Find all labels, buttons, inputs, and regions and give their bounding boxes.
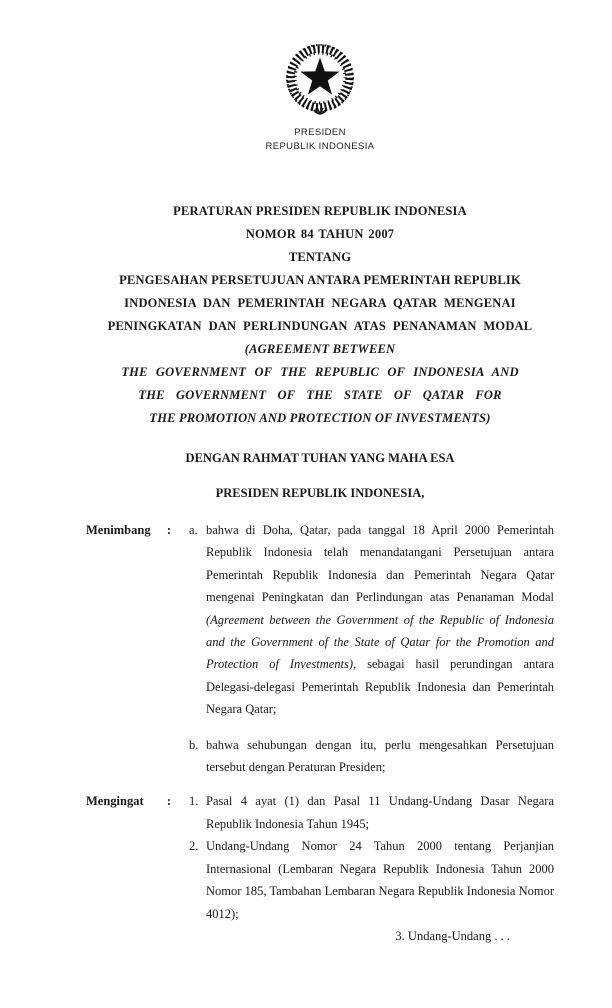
org-name-line1: PRESIDEN — [294, 127, 346, 138]
invocation-line2: PRESIDEN REPUBLIK INDONESIA, — [215, 486, 425, 500]
invocation — [86, 447, 554, 505]
title-line-english: THE GOVERNMENT OF THE REPUBLIC OF INDONESIA AND — [121, 365, 519, 379]
title-line: INDONESIA DAN PEMERINTAH NEGARA QATAR MENGENAI — [124, 296, 516, 310]
menimbang-label — [86, 519, 189, 541]
mengingat-item-1 — [86, 790, 554, 835]
paragraph-text — [206, 519, 554, 721]
label-colon: : — [166, 523, 171, 537]
title-line-english: (AGREEMENT BETWEEN — [244, 342, 396, 356]
paragraph-text: Pasal 4 ayat (1) dan Pasal 11 Undang-Undang Dasar Negara Republik Indonesia Tahun 1945; — [206, 794, 554, 831]
title-line-tentang: TENTANG — [288, 250, 352, 264]
mengingat-section — [86, 790, 554, 924]
star-wreath-emblem-icon — [280, 38, 360, 118]
mengingat-label — [86, 790, 189, 812]
menimbang-item-a — [86, 519, 554, 721]
letterhead — [86, 0, 554, 154]
paragraph-segment: , sebagai hasil perundingan antara Delegasi-delegasi Pemerintah Republik Indonesia dan Pemerintah Negara Qatar; — [206, 657, 554, 717]
menimbang-item-b — [86, 734, 554, 779]
list-marker: 2. — [189, 839, 199, 854]
paragraph-segment-italic: (Agreement between the Government of the Republic of Indonesia and the Government of the State of Qatar for the Promotion and Protection of Investments) — [206, 612, 554, 672]
catchword: 3. Undang-Undang . . . — [395, 928, 510, 943]
title-line-english: THE PROMOTION AND PROTECTION OF INVESTMENTS) — [149, 411, 491, 425]
label-colon: : — [166, 794, 171, 809]
paragraph-text: Undang-Undang Nomor 24 Tahun 2000 tentang Perjanjian Internasional (Lembaran Negara Republik Indonesia Tahun 2000 Nomor 185, Tambahan Lembaran Negara Republik Indonesia Nomor 4012); — [206, 839, 554, 921]
org-name-line2: REPUBLIK INDONESIA — [265, 141, 375, 152]
regulation-title — [86, 200, 554, 430]
list-marker: b. — [189, 737, 199, 752]
title-line: PENGESAHAN PERSETUJUAN ANTARA PEMERINTAH REPUBLIK — [119, 273, 521, 287]
paragraph-segment: bahwa di Doha, Qatar, pada tanggal 18 April 2000 Pemerintah Republik Indonesia telah menandatangani Persetujuan antara Pemerintah Republik Indonesia dan Pemerintah Negara Qatar mengenai Peningkatan dan Perlindungan atas Penanaman Modal — [206, 523, 554, 605]
title-line-number: NOMOR 84 TAHUN 2007 — [245, 227, 395, 241]
paragraph-text — [206, 734, 554, 779]
list-marker: 1. — [189, 794, 199, 809]
list-marker: a. — [189, 523, 198, 537]
menimbang-section — [86, 519, 554, 778]
title-line: PERATURAN PRESIDEN REPUBLIK INDONESIA — [173, 204, 467, 218]
title-line-english: THE GOVERNMENT OF THE STATE OF QATAR FOR — [138, 388, 502, 402]
paragraph-segment: bahwa sehubungan dengan itu, perlu mengesahkan Persetujuan tersebut dengan Peraturan Presiden; — [206, 737, 554, 775]
invocation-line1: DENGAN RAHMAT TUHAN YANG MAHA ESA — [185, 451, 455, 465]
title-line: PENINGKATAN DAN PERLINDUNGAN ATAS PENANAMAN MODAL — [107, 319, 533, 333]
mengingat-item-2 — [86, 835, 554, 925]
label-text: Menimbang — [86, 523, 151, 537]
label-text: Mengingat — [86, 794, 144, 809]
